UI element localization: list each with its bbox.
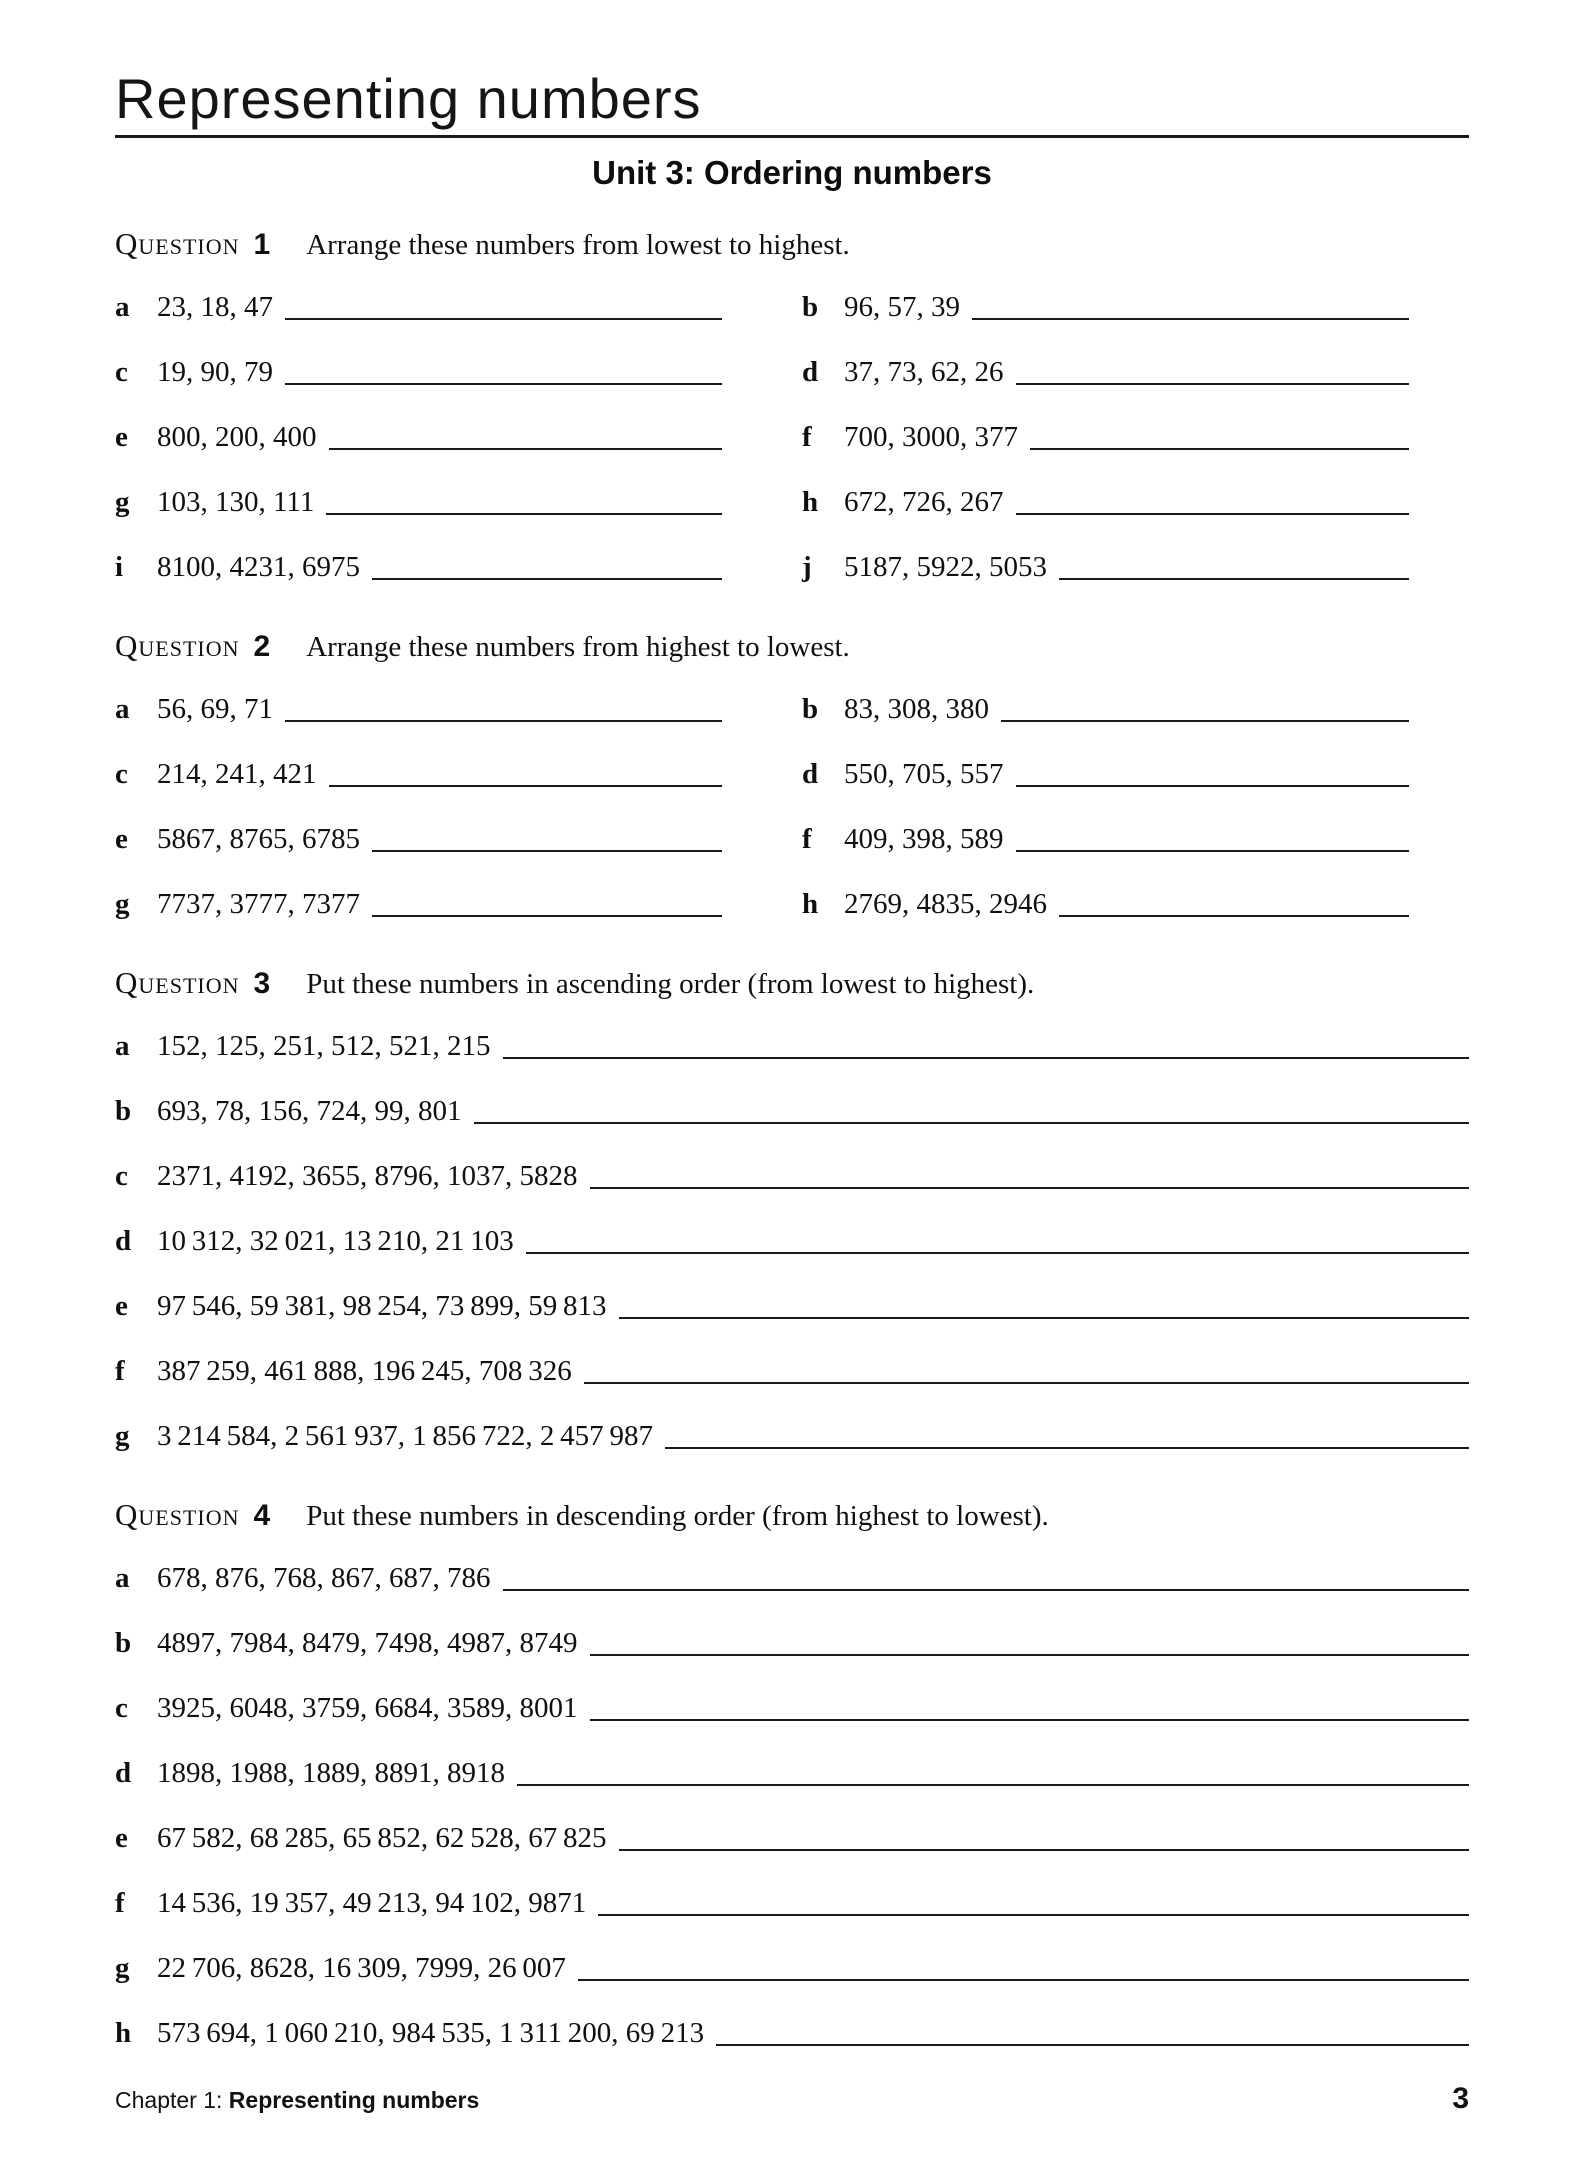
footer-chapter-prefix: Chapter 1: [115, 2086, 229, 2113]
item-row [802, 885, 1409, 923]
item-row [802, 353, 1409, 391]
item-letter: g [115, 1951, 130, 1984]
item-row [115, 690, 722, 728]
item-row [802, 483, 1409, 521]
item-row [115, 1559, 1469, 1597]
answer-line [1016, 353, 1410, 385]
item-numbers: 573 694, 1 060 210, 984 535, 1 311 200, 69 213 [157, 2016, 705, 2049]
item-numbers: 5867, 8765, 6785 [157, 822, 360, 855]
item-letter: i [115, 550, 124, 583]
answer-line [1016, 483, 1410, 515]
page-title: Representing numbers [115, 67, 702, 130]
item-letter: e [115, 420, 128, 453]
question-number: 2 [253, 629, 271, 663]
item-numbers: 800, 200, 400 [157, 420, 317, 453]
item-numbers: 56, 69, 71 [157, 692, 273, 725]
item-numbers: 8100, 4231, 6975 [157, 550, 360, 583]
question-prompt: Arrange these numbers from highest to lowest. [306, 630, 850, 663]
item-numbers: 678, 876, 768, 867, 687, 786 [157, 1561, 491, 1594]
item-letter: b [802, 290, 819, 323]
item-letter: c [115, 1159, 128, 1192]
answer-line [329, 418, 723, 450]
item-numbers: 550, 705, 557 [844, 757, 1004, 790]
question-header [115, 965, 1469, 1001]
answer-line [619, 1287, 1469, 1319]
item-numbers: 2371, 4192, 3655, 8796, 1037, 5828 [157, 1159, 578, 1192]
answer-line [584, 1352, 1469, 1384]
question-number: 4 [253, 1498, 271, 1532]
item-numbers: 387 259, 461 888, 196 245, 708 326 [157, 1354, 572, 1387]
answer-line [1059, 548, 1409, 580]
footer-page-number: 3 [1452, 2081, 1469, 2115]
item-row [802, 690, 1409, 728]
item-letter: b [115, 1094, 132, 1127]
item-numbers: 3 214 584, 2 561 937, 1 856 722, 2 457 987 [157, 1419, 653, 1452]
item-numbers: 5187, 5922, 5053 [844, 550, 1047, 583]
item-letter: e [115, 822, 128, 855]
question-label: Question [115, 627, 240, 663]
answer-line [517, 1754, 1469, 1786]
item-letter: f [802, 822, 812, 855]
answer-line [474, 1092, 1470, 1124]
item-row [115, 1092, 1469, 1130]
item-letter: e [115, 1289, 128, 1322]
item-numbers: 693, 78, 156, 724, 99, 801 [157, 1094, 462, 1127]
item-numbers: 4897, 7984, 8479, 7498, 4987, 8749 [157, 1626, 578, 1659]
footer-chapter-title: Representing numbers [228, 2086, 480, 2113]
item-letter: h [802, 887, 819, 920]
item-letter: c [115, 355, 128, 388]
answer-line [716, 2014, 1469, 2046]
item-letter: d [802, 355, 819, 388]
questions [115, 226, 1469, 2052]
item-numbers: 19, 90, 79 [157, 355, 273, 388]
item-letter: f [115, 1886, 125, 1919]
question-prompt: Put these numbers in descending order (from highest to lowest). [306, 1499, 1049, 1532]
item-row [115, 1222, 1469, 1260]
item-numbers: 10 312, 32 021, 13 210, 21 103 [157, 1224, 514, 1257]
item-row [115, 1027, 1469, 1065]
item-row [115, 548, 722, 586]
item-letter: a [115, 692, 130, 725]
item-letter: h [802, 485, 819, 518]
answer-line [1016, 755, 1410, 787]
question-items [115, 690, 1469, 923]
question-items [115, 288, 1469, 586]
question-label: Question [115, 225, 240, 261]
question-label: Question [115, 1496, 240, 1532]
item-row [115, 1949, 1469, 1987]
question-number: 1 [253, 227, 271, 261]
item-row [115, 1352, 1469, 1390]
item-row [115, 755, 722, 793]
question-header [115, 226, 1469, 262]
item-numbers: 96, 57, 39 [844, 290, 960, 323]
answer-line [1016, 820, 1410, 852]
answer-line [578, 1949, 1469, 1981]
item-numbers: 103, 130, 111 [157, 485, 315, 518]
item-row [115, 1689, 1469, 1727]
item-letter: g [115, 485, 130, 518]
item-letter: d [115, 1224, 132, 1257]
item-row [802, 548, 1409, 586]
question-header [115, 1497, 1469, 1533]
item-numbers: 2769, 4835, 2946 [844, 887, 1047, 920]
item-letter: b [115, 1626, 132, 1659]
item-numbers: 152, 125, 251, 512, 521, 215 [157, 1029, 491, 1062]
answer-line [619, 1819, 1469, 1851]
item-row [115, 418, 722, 456]
item-row [802, 418, 1409, 456]
answer-line [665, 1417, 1469, 1449]
answer-line [329, 755, 723, 787]
item-row [115, 2014, 1469, 2052]
item-letter: g [115, 887, 130, 920]
answer-line [503, 1559, 1470, 1591]
item-numbers: 214, 241, 421 [157, 757, 317, 790]
item-numbers: 23, 18, 47 [157, 290, 273, 323]
item-numbers: 7737, 3777, 7377 [157, 887, 360, 920]
item-numbers: 3925, 6048, 3759, 6684, 3589, 8001 [157, 1691, 578, 1724]
item-row [115, 1884, 1469, 1922]
item-letter: f [802, 420, 812, 453]
item-letter: c [115, 757, 128, 790]
answer-line [326, 483, 722, 515]
answer-line [972, 288, 1409, 320]
item-letter: d [802, 757, 819, 790]
answer-line [285, 288, 722, 320]
question-prompt: Put these numbers in ascending order (from lowest to highest). [306, 967, 1035, 1000]
item-row [115, 1624, 1469, 1662]
answer-line [285, 353, 722, 385]
answer-line [503, 1027, 1470, 1059]
item-row [115, 885, 722, 923]
answer-line [590, 1689, 1470, 1721]
question-section [115, 965, 1469, 1455]
item-letter: a [115, 1029, 130, 1062]
item-row [115, 1417, 1469, 1455]
item-row [802, 755, 1409, 793]
answer-line [285, 690, 722, 722]
question-section [115, 628, 1469, 923]
answer-line [598, 1884, 1469, 1916]
answer-line [1001, 690, 1409, 722]
question-items [115, 1027, 1469, 1455]
item-row [115, 1754, 1469, 1792]
question-section [115, 226, 1469, 586]
footer-chapter [115, 2087, 479, 2114]
item-numbers: 672, 726, 267 [844, 485, 1004, 518]
item-row [115, 1157, 1469, 1195]
answer-line [372, 820, 722, 852]
item-numbers: 700, 3000, 377 [844, 420, 1018, 453]
answer-line [590, 1157, 1470, 1189]
item-letter: b [802, 692, 819, 725]
item-row [115, 288, 722, 326]
item-letter: j [802, 550, 812, 583]
item-row [115, 1819, 1469, 1857]
item-row [115, 1287, 1469, 1325]
item-letter: c [115, 1691, 128, 1724]
item-letter: a [115, 1561, 130, 1594]
item-row [115, 353, 722, 391]
item-numbers: 37, 73, 62, 26 [844, 355, 1004, 388]
answer-line [372, 548, 722, 580]
item-numbers: 97 546, 59 381, 98 254, 73 899, 59 813 [157, 1289, 607, 1322]
question-prompt: Arrange these numbers from lowest to highest. [306, 228, 850, 261]
item-row [115, 820, 722, 858]
item-letter: a [115, 290, 130, 323]
question-number: 3 [253, 966, 271, 1000]
question-section [115, 1497, 1469, 2052]
answer-line [1059, 885, 1409, 917]
item-row [115, 483, 722, 521]
question-label: Question [115, 964, 240, 1000]
item-numbers: 409, 398, 589 [844, 822, 1004, 855]
item-numbers: 67 582, 68 285, 65 852, 62 528, 67 825 [157, 1821, 607, 1854]
item-numbers: 14 536, 19 357, 49 213, 94 102, 9871 [157, 1886, 587, 1919]
item-numbers: 22 706, 8628, 16 309, 7999, 26 007 [157, 1951, 566, 1984]
item-numbers: 83, 308, 380 [844, 692, 989, 725]
item-letter: h [115, 2016, 132, 2049]
item-letter: f [115, 1354, 125, 1387]
question-header [115, 628, 1469, 664]
item-letter: d [115, 1756, 132, 1789]
item-row [802, 288, 1409, 326]
answer-line [1030, 418, 1409, 450]
item-letter: g [115, 1419, 130, 1452]
item-numbers: 1898, 1988, 1889, 8891, 8918 [157, 1756, 505, 1789]
item-letter: e [115, 1821, 128, 1854]
answer-line [526, 1222, 1469, 1254]
unit-heading: Unit 3: Ordering numbers [592, 153, 992, 191]
answer-line [372, 885, 722, 917]
answer-line [590, 1624, 1470, 1656]
question-items [115, 1559, 1469, 2052]
page-footer [115, 2082, 1469, 2116]
title-rule [115, 135, 1469, 138]
item-row [802, 820, 1409, 858]
